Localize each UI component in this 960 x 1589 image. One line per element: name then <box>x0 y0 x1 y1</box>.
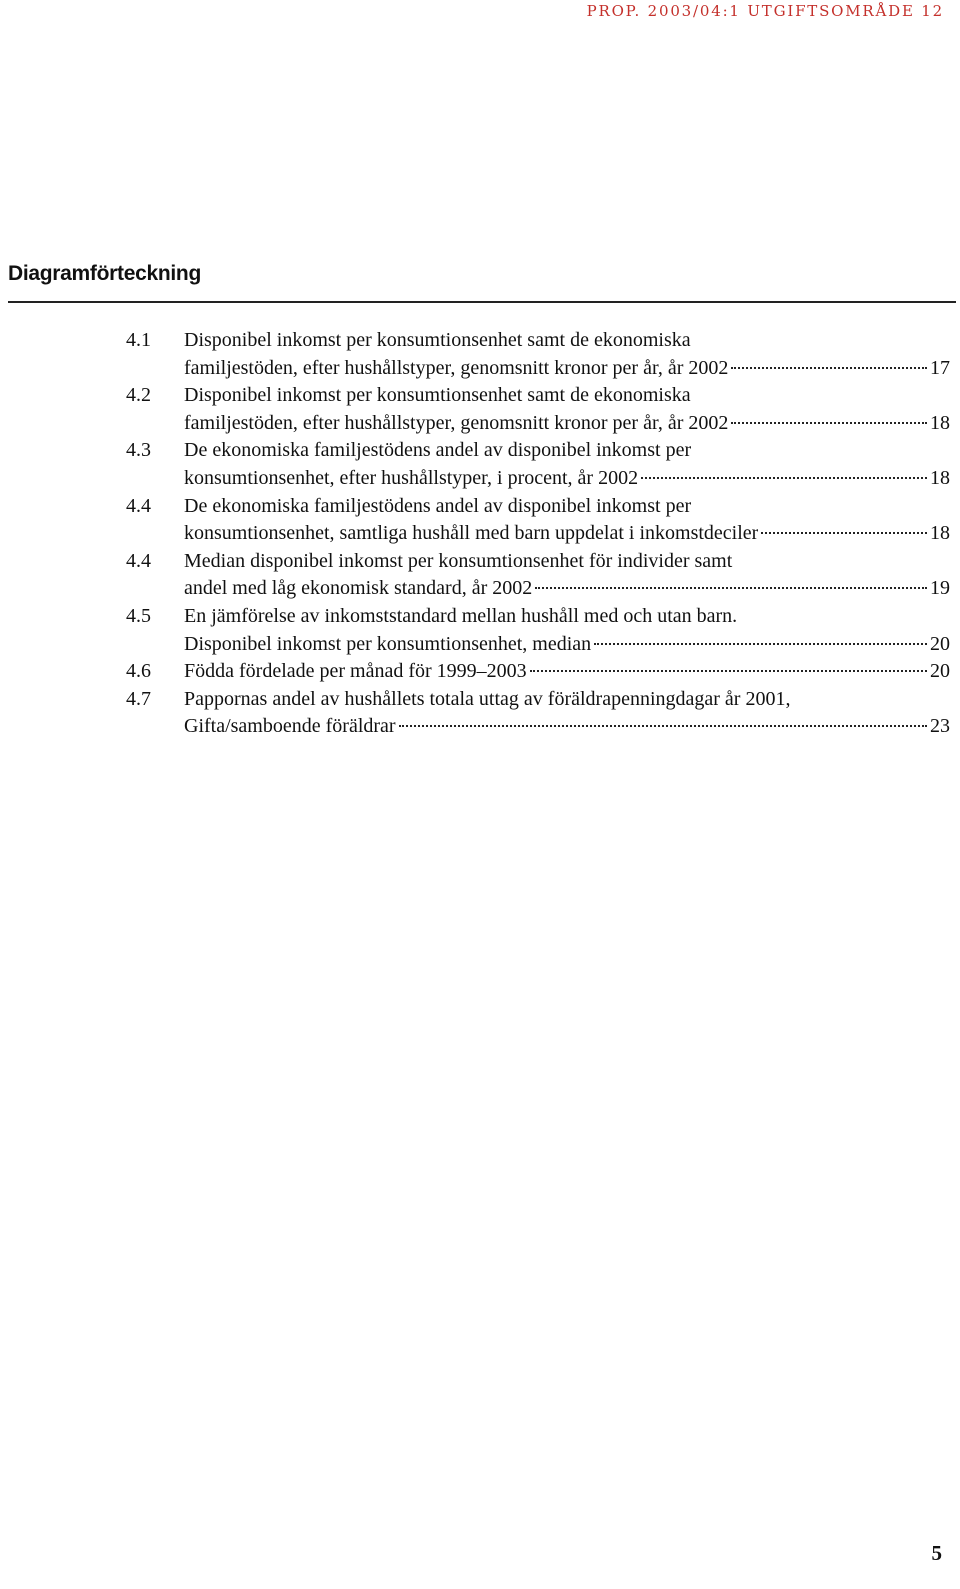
toc-entry-number: 4.4 <box>126 494 151 517</box>
dot-leader <box>399 724 927 727</box>
toc-entry-page: 18 <box>930 411 950 434</box>
toc-entry-last-line <box>184 520 950 548</box>
toc-entry[interactable] <box>126 493 950 548</box>
toc-entry-title-line: De ekonomiska familjestödens andel av disponibel inkomst per <box>184 439 692 462</box>
toc-entry-last-line <box>184 658 950 686</box>
toc-entry-title-line: De ekonomiska familjestödens andel av disponibel inkomst per <box>184 494 692 517</box>
toc-entry-body <box>184 658 950 686</box>
toc-entry-title-tail: Gifta/samboende föräldrar <box>184 715 396 738</box>
dot-leader <box>535 586 927 589</box>
toc-entry-last-line <box>184 631 950 659</box>
toc-entry-number: 4.4 <box>126 549 151 572</box>
toc-entry-title-tail: andel med låg ekonomisk standard, år 2002 <box>184 577 533 600</box>
dot-leader <box>761 531 927 534</box>
toc-entry-body <box>184 603 950 658</box>
toc-entry-title-tail: konsumtionsenhet, samtliga hushåll med barn uppdelat i inkomstdeciler <box>184 522 759 545</box>
section-title: Diagramförteckning <box>8 262 201 285</box>
toc-entry-title-tail: Disponibel inkomst per konsumtionsenhet, median <box>184 632 592 655</box>
dot-leader <box>641 476 927 479</box>
toc-entry-title-line: Disponibel inkomst per konsumtionsenhet samt de ekonomiska <box>184 384 691 407</box>
page-number: 5 <box>931 1541 942 1565</box>
toc-entry-last-line <box>184 465 950 493</box>
toc-entry-title-tail: konsumtionsenhet, efter hushållstyper, i procent, år 2002 <box>184 466 639 489</box>
toc-entry[interactable] <box>126 437 950 492</box>
toc-entry-title-line: En jämförelse av inkomststandard mellan hushåll med och utan barn. <box>184 604 738 627</box>
heading-divider <box>8 301 956 303</box>
toc-entry[interactable] <box>126 382 950 437</box>
running-header: PROP. 2003/04:1 UTGIFTSOMRÅDE 12 <box>586 2 944 20</box>
toc-entry-number: 4.3 <box>126 439 151 462</box>
toc-entry-body <box>184 548 950 603</box>
toc-entry-page: 20 <box>930 660 950 683</box>
toc-entry-last-line <box>184 355 950 383</box>
toc-entry[interactable] <box>126 686 950 741</box>
toc-entry-last-line <box>184 575 950 603</box>
toc-entry-page: 18 <box>930 522 950 545</box>
toc-entry-body <box>184 382 950 437</box>
toc-entry-title-tail: familjestöden, efter hushållstyper, genomsnitt kronor per år, år 2002 <box>184 411 729 434</box>
toc-entry-page: 17 <box>930 356 950 379</box>
dot-leader <box>731 421 927 424</box>
toc-entry-last-line <box>184 410 950 438</box>
toc-entry[interactable] <box>126 658 950 686</box>
toc-entry-body <box>184 327 950 382</box>
toc-entry-number: 4.5 <box>126 604 151 627</box>
toc-entry-title-tail: Födda fördelade per månad för 1999–2003 <box>184 660 527 683</box>
toc-entry[interactable] <box>126 548 950 603</box>
toc-entry-page: 20 <box>930 632 950 655</box>
dot-leader <box>594 642 927 645</box>
toc-entry-title-line: Pappornas andel av hushållets totala uttag av föräldrapenningdagar år 2001, <box>184 687 791 710</box>
toc-entry[interactable] <box>126 327 950 382</box>
toc-entry-title-tail: familjestöden, efter hushållstyper, genomsnitt kronor per år, år 2002 <box>184 356 729 379</box>
toc-entry-title-line: Median disponibel inkomst per konsumtionsenhet för individer samt <box>184 549 733 572</box>
toc-entry-number: 4.7 <box>126 687 151 710</box>
table-of-figures <box>126 327 950 741</box>
toc-entry-body <box>184 686 950 741</box>
toc-entry-title-line: Disponibel inkomst per konsumtionsenhet samt de ekonomiska <box>184 329 691 351</box>
toc-entry-number: 4.6 <box>126 660 151 683</box>
toc-entry-number: 4.1 <box>126 329 151 351</box>
toc-entry-body <box>184 437 950 492</box>
toc-entry[interactable] <box>126 603 950 658</box>
dot-leader <box>530 669 927 672</box>
dot-leader <box>731 366 927 369</box>
toc-entry-page: 18 <box>930 466 950 489</box>
toc-entry-body <box>184 493 950 548</box>
toc-entry-last-line <box>184 713 950 741</box>
toc-entry-number: 4.2 <box>126 384 151 407</box>
toc-entry-page: 19 <box>930 577 950 600</box>
toc-entry-page: 23 <box>930 715 950 738</box>
